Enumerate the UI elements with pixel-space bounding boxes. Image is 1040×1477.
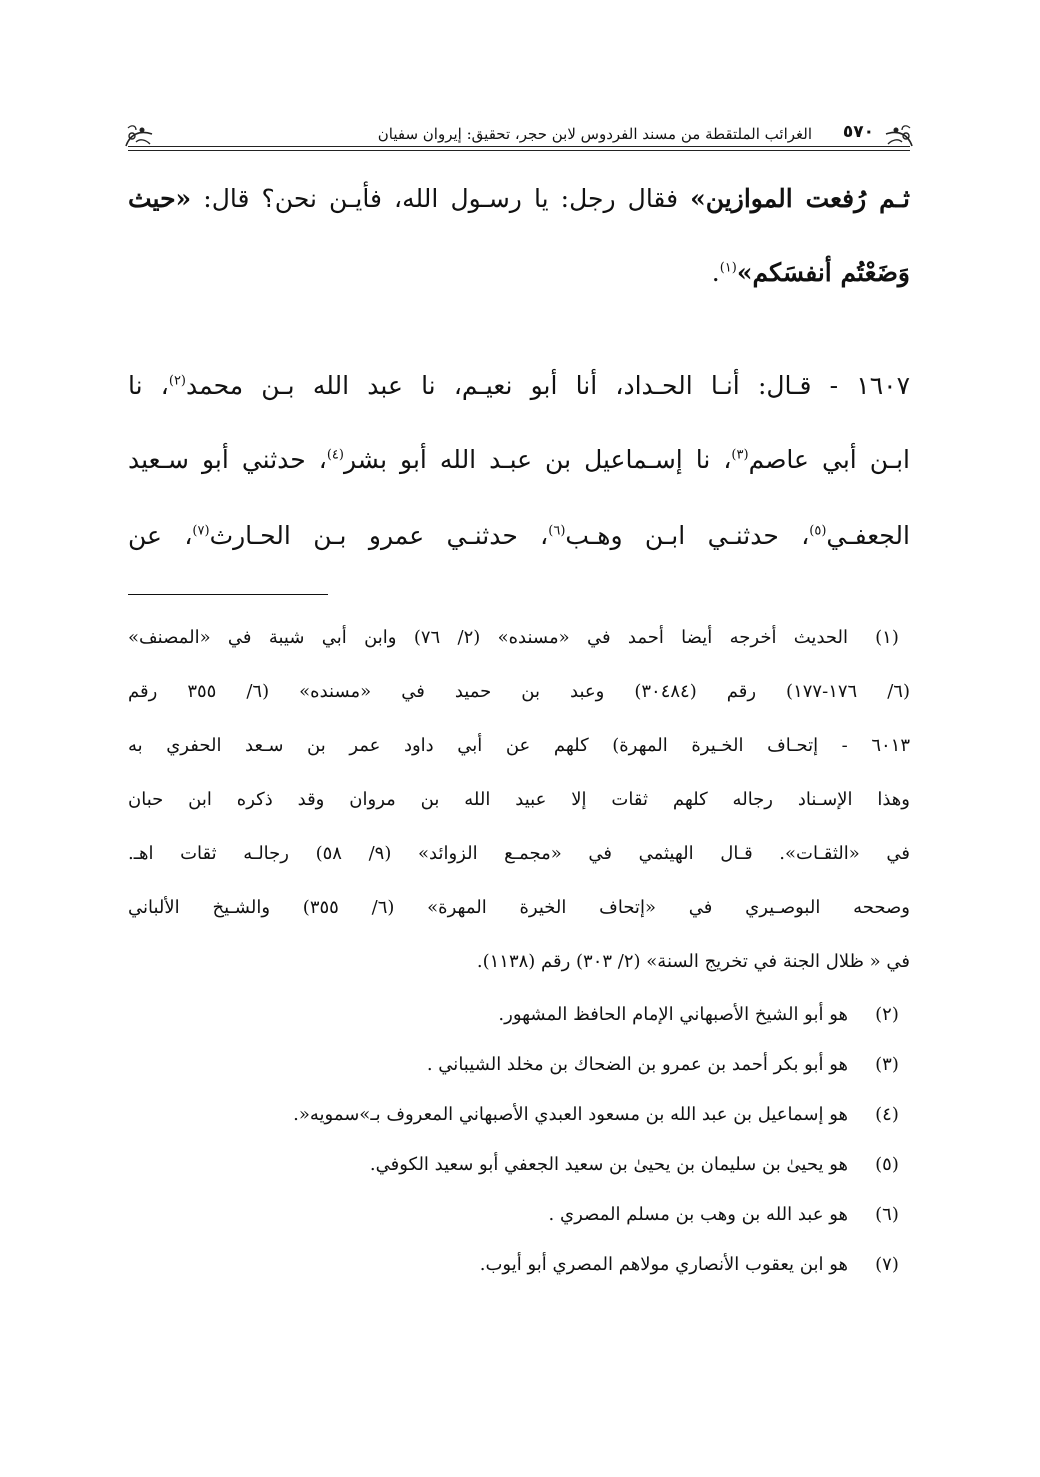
footnote-text: وصححه البوصـيري في «إتحاف الخيرة المهرة» (٦/ ٣٥٥) والشـيخ الألباني	[128, 897, 910, 918]
footnote-number: (٤)	[875, 1104, 899, 1125]
footnote-text: وهذا الإسـناد رجاله كلهم ثقات إلا عبيد الله بن مروان وقد ذكره ابن حبان	[128, 789, 910, 810]
footnote-text: هو يحيىٰ بن سليمان بن يحيىٰ بن سعيد الجعفي أبو سعيد الكوفي.	[369, 1154, 848, 1175]
footnote-text: هو أبو بكر أحمد بن عمرو بن الضحاك بن مخلد الشيباني .	[426, 1054, 848, 1075]
floral-ornament-icon	[880, 120, 916, 152]
footnote-text: هو عبد الله بن وهب بن مسلم المصري .	[548, 1204, 848, 1225]
hadith-quote: «حيث	[128, 184, 192, 213]
hadith-quote: وَضَعْتُم أنفسَكم»	[736, 258, 910, 287]
footnote-number: (٥)	[875, 1154, 899, 1175]
hadith-quote: ثـم رُفعت الموازين»	[690, 184, 910, 213]
footnote-ref[interactable]: (٦)	[548, 523, 566, 539]
text-span: فقال رجل: يا رسـول الله، فأيـن نحن؟ قال:	[191, 184, 691, 213]
footnote-number: (٣)	[875, 1054, 899, 1075]
text-line	[128, 445, 910, 475]
text-span: ، نا إسـماعيل بن عبـد الله أبو بشر	[343, 445, 732, 474]
text-span: ، حدثنـي ابـن وهـب	[565, 521, 810, 550]
text-span: .	[711, 258, 720, 287]
footnote-text: في «الثقـات». قـال الهيثمي في «مجمـع الزوائد» (٩/ ٥٨) رجالـه ثقات اهـ.	[128, 843, 910, 864]
running-title: الغرائب الملتقطة من مسند الفردوس لابن حجر، تحقيق: إيروان سفيان	[377, 125, 812, 143]
text-span: ، عن	[128, 521, 193, 550]
text-span: ، نا	[128, 371, 169, 400]
footnote-ref[interactable]: (٤)	[326, 447, 344, 463]
page-number: ٥٧٠	[842, 122, 874, 142]
footnote-ref[interactable]: (١)	[719, 260, 737, 276]
footnote-text: (٦/ ١٧٦-١٧٧) رقم (٣٠٤٨٤) وعبد بن حميد في «مسنده» (٦/ ٣٥٥ رقم	[128, 681, 910, 702]
text-line	[128, 521, 910, 551]
footnote-text: الحديث أخرجه أيضا أحمد في «مسنده» (٢/ ٧٦) وابن أبي شيبة في «المصنف»	[128, 627, 848, 648]
footnote-ref[interactable]: (٧)	[192, 523, 210, 539]
text-line	[128, 258, 910, 288]
running-header	[128, 108, 910, 152]
header-rule	[128, 150, 910, 151]
footnote-ref[interactable]: (٢)	[168, 373, 186, 389]
text-span: ١٦٠٧ - قـال: أنـا الحـداد، أنا أبو نعيـم، نا عبد الله بـن محمد	[186, 371, 910, 400]
footnote-ref[interactable]: (٥)	[809, 523, 827, 539]
text-span: ابـن أبي عاصم	[748, 445, 910, 474]
text-line	[128, 184, 910, 214]
floral-ornament-icon	[122, 120, 158, 152]
header-rule	[128, 146, 910, 147]
footnote-text: هو إسماعيل بن عبد الله بن مسعود العبدي الأصبهاني المعروف بـ»سمويه«.	[293, 1104, 848, 1125]
footnote-separator	[128, 594, 328, 595]
text-span: الجعفـي	[826, 521, 910, 550]
footnote-number: (٢)	[875, 1004, 899, 1025]
footnote-number: (٧)	[875, 1254, 899, 1275]
footnote-text: هو ابن يعقوب الأنصاري مولاهم المصري أبو أيوب.	[479, 1254, 848, 1275]
footnote-number: (١)	[875, 627, 899, 648]
text-span: ، حدثني أبو سـعيد	[128, 445, 327, 474]
footnote-text: هو أبو الشيخ الأصبهاني الإمام الحافظ المشهور.	[498, 1004, 848, 1025]
footnote-number: (٦)	[875, 1204, 899, 1225]
text-line	[128, 371, 910, 401]
footnote-text: ٦٠١٣ - إتحـاف الخـيرة المهرة) كلهم عن أبي داود عمر بن سـعد الحفري به	[128, 735, 910, 756]
footnote-text: في « ظلال الجنة في تخريج السنة» (٢/ ٣٠٣) رقم (١١٣٨).	[476, 951, 910, 972]
footnote-ref[interactable]: (٣)	[731, 447, 749, 463]
text-span: ، حدثنـي عمرو بـن الحـارث	[209, 521, 549, 550]
